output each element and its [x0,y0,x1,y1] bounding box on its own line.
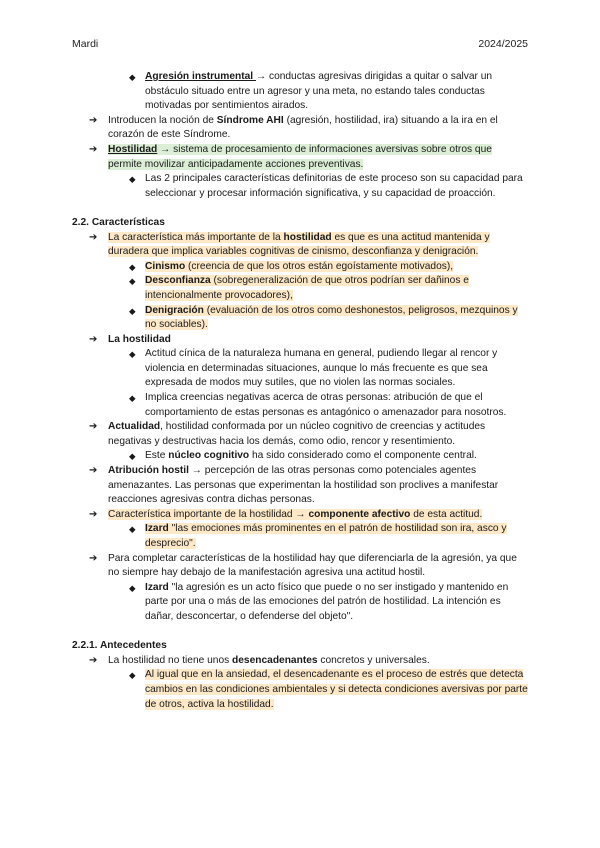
document-body [72,70,528,712]
text: → conductas agresivas dirigidas a quitar o salvar un obstáculo situado entre un agresor y una meta, no estando tales conductas motivadas por sentimientos airados. [145,71,493,112]
text: Para completar características de la hostilidad hay que diferenciarla de la agresión, ya que no siempre hay debajo de la manifestación agresiva una actitud hostil. [108,552,517,579]
text: es que es una actitud mantenida y duradera que implica variables cognitivas de cinismo, desconfianza y denigración. [108,231,490,258]
text: "la agresión es un acto físico que puede o no ser instigado y mantenido en parte por una o más de las emociones del patrón de hostilidad. La intención es dañar, desconcertar, o defenderse del objeto". [145,581,509,622]
text: ha sido considerado como el componente central. [249,450,477,462]
bullet-desconfianza [72,274,528,303]
term: Agresión instrumental [145,71,256,82]
bullet-sindrome-ahi [72,114,528,143]
diamond-bullet-icon: ◆ [129,349,136,360]
text-pre: La hostilidad no tiene unos [108,654,233,666]
text: (sobregeneralización de que otros podrían ser dañinos e intencionalmente provocadores), [145,275,469,301]
arrow-bullet-icon: ➔ [89,114,98,126]
term: componente afectivo [308,508,411,520]
text-pre: Introducen la noción de [108,114,217,126]
term: desencadenantes [232,654,318,666]
text-pre: La característica más importante de la [108,231,284,243]
bullet-creencias-negativas [72,391,528,420]
header-course: Mardi [72,38,99,50]
term: Actualidad [108,421,161,433]
diamond-bullet-icon: ◆ [129,670,136,681]
term: Denigración [145,304,204,316]
arrow-bullet-icon: ➔ [89,654,98,666]
bullet-atribucion-hostil [72,464,528,508]
text: Las 2 principales características definitorias de este proceso son su capacidad para seleccionar y procesar información significativa, y su capacidad de proacción. [145,173,523,199]
term: hostilidad [283,231,332,243]
bullet-caracteristicas-definitorias [72,172,528,201]
header-year: 2024/2025 [478,38,528,50]
bullet-actualidad [72,420,528,449]
bullet-hostilidad-definicion [72,143,528,172]
bullet-denigracion [72,304,528,333]
text-pre: Característica importante de la hostilidad → [108,508,309,520]
diamond-bullet-icon: ◆ [129,72,136,82]
diamond-bullet-icon: ◆ [129,393,136,404]
section-heading-caracteristicas: 2.2. Características [72,216,165,228]
bullet-izard-agresion [72,581,528,625]
bullet-actitud-cinica [72,347,528,391]
text: (agresión, hostilidad, ira) situando a la ira en el corazón de este Síndrome. [108,114,498,141]
bullet-caracteristica-principal [72,231,528,260]
text: Al igual que en la ansiedad, el desencadenante es el proceso de estrés que detecta cambios en las condiciones ambientales y si detecta condiciones aversivas por parte de otros, activa la hostilidad. [145,669,528,710]
bullet-componente-afectivo [72,508,528,523]
text: Actitud cínica de la naturaleza humana en general, pudiendo llegar al rencor y violencia en determinadas situaciones, aunque lo más frecuente es que sea expresada de modos muy sutiles, que no violen las normas sociales. [145,348,498,389]
text: , hostilidad conformada por un núcleo cognitivo de creencias y actitudes negativas y destructivas hacia los demás, como odio, rencor y resentimiento. [108,421,486,447]
text: (evaluación de los otros como deshonestos, peligrosos, mezquinos y no sociables). [145,304,518,331]
diamond-bullet-icon: ◆ [129,451,136,462]
arrow-bullet-icon: ➔ [89,143,98,155]
text: "las emociones más prominentes en el patrón de hostilidad son ira, asco y desprecio". [145,523,507,549]
arrow-bullet-icon: ➔ [89,231,98,243]
text-pre: Este [145,450,169,462]
term: Cinismo [145,260,186,272]
term: Atribución hostil [108,465,189,477]
arrow-bullet-icon: ➔ [89,421,98,433]
diamond-bullet-icon: ◆ [129,305,136,316]
bullet-cinismo [72,260,528,275]
arrow-bullet-icon: ➔ [89,333,98,345]
text: concretos y universales. [317,654,430,666]
bullet-ansiedad-estres [72,668,528,712]
diamond-bullet-icon: ◆ [129,582,136,593]
text: (creencia de que los otros están egoístamente motivados), [185,260,454,272]
bullet-desencadenantes [72,654,528,669]
text: → percepción de las otras personas como potenciales agentes amenazantes. Las personas que experimentan la hostilidad son proclives a manifestar reacciones agresivas contra dichas personas. [108,465,499,506]
term: Síndrome AHI [216,114,284,126]
text: → sistema de procesamiento de informaciones aversivas sobre otros que permite movilizar anticipadamente acciones preventivas. [108,143,492,170]
term: núcleo cognitivo [168,450,250,462]
diamond-bullet-icon: ◆ [129,524,136,535]
bullet-nucleo-cognitivo [72,449,528,464]
term: La hostilidad [108,333,171,345]
term: Izard [145,523,169,535]
arrow-bullet-icon: ➔ [89,465,98,477]
term: Izard [145,581,169,593]
term: Desconfianza [145,275,211,287]
text: de esta actitud. [410,508,483,520]
section-heading-antecedentes: 2.2.1. Antecedentes [72,640,167,652]
arrow-bullet-icon: ➔ [89,508,98,520]
bullet-agresion-instrumental [72,70,528,114]
diamond-bullet-icon: ◆ [129,261,136,272]
arrow-bullet-icon: ➔ [89,552,98,564]
diamond-bullet-icon: ◆ [129,276,136,287]
diamond-bullet-icon: ◆ [129,174,136,185]
bullet-diferenciar-agresion [72,552,528,581]
term: Hostilidad [108,143,158,155]
bullet-la-hostilidad [72,333,528,348]
bullet-izard-emociones [72,522,528,551]
text: Implica creencias negativas acerca de otras personas: atribución de que el comportamiento de estas personas es antagónico o amenazador para nosotros. [145,392,507,418]
